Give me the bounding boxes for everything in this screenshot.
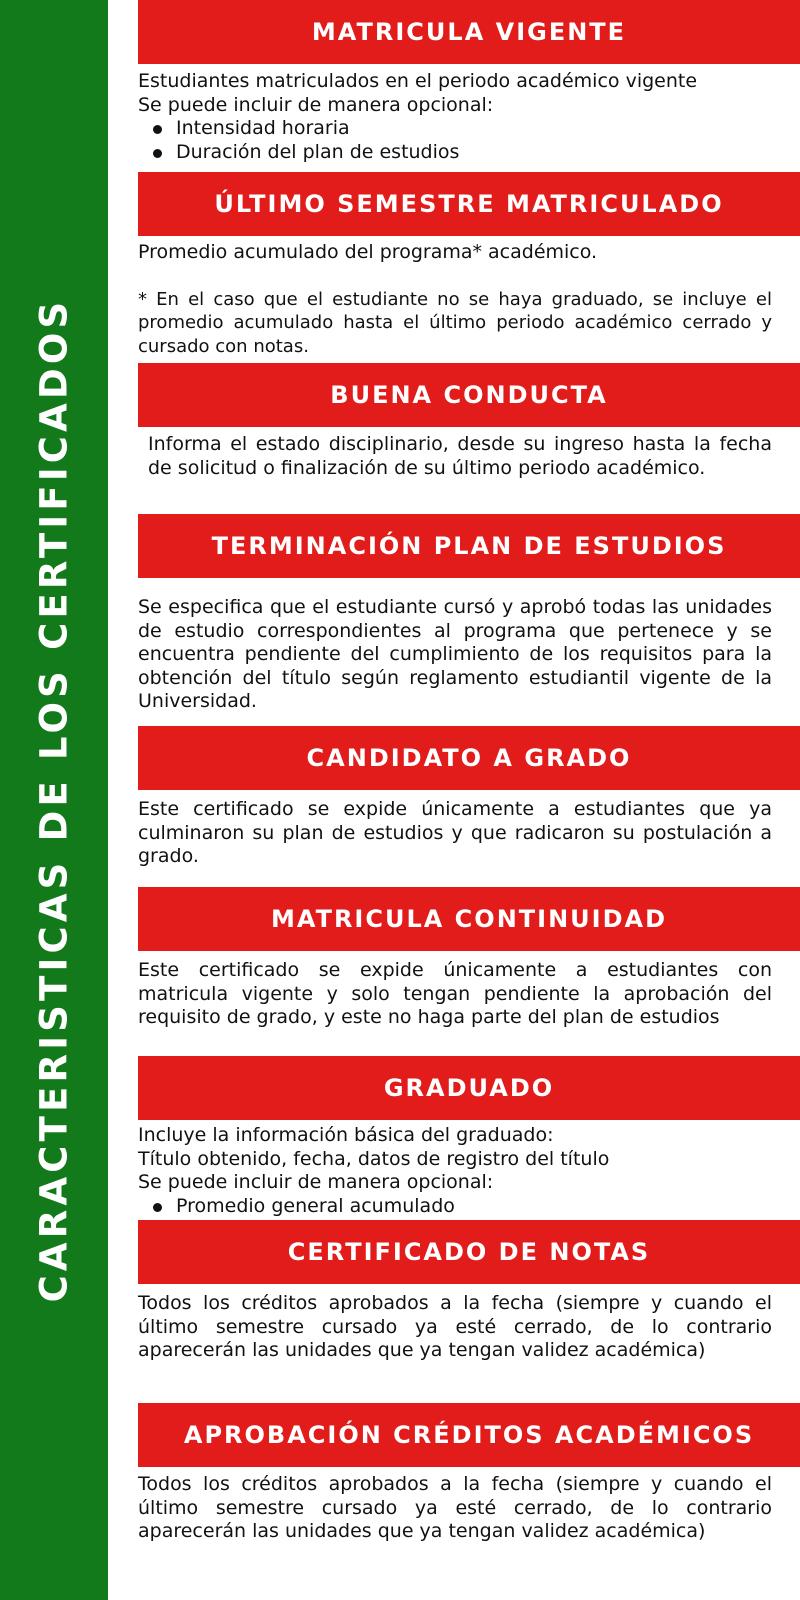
- section-body: [148, 433, 772, 480]
- section-body: [138, 70, 772, 164]
- sidebar-title: CARACTERISTICAS DE LOS CERTIFICADOS: [32, 297, 76, 1303]
- paragraph: Informa el estado disciplinario, desde su ingreso hasta la fecha de solicitud o finalización de su último periodo académico.: [148, 433, 772, 479]
- bullet-list: [138, 117, 772, 164]
- section-title: MATRICULA VIGENTE: [138, 0, 800, 64]
- section-title: BUENA CONDUCTA: [138, 363, 800, 427]
- section-title: GRADUADO: [138, 1056, 800, 1120]
- section-body: [138, 798, 772, 869]
- section-body: [138, 1124, 772, 1218]
- paragraph: Este certificado se expide únicamente a estudiantes con matricula vigente y solo tengan pendiente la aprobación del requisito de grado, y este no haga parte del plan de estudios: [138, 959, 772, 1028]
- section-title: APROBACIÓN CRÉDITOS ACADÉMICOS: [138, 1403, 800, 1467]
- text-line: Título obtenido, fecha, datos de registro del título: [138, 1147, 610, 1170]
- list-item: Intensidad horaria: [138, 117, 772, 141]
- section-body: [138, 1292, 772, 1363]
- section-body: [138, 959, 772, 1030]
- text-line: Incluye la información básica del graduado:: [138, 1124, 554, 1146]
- section-title: ÚLTIMO SEMESTRE MATRICULADO: [138, 172, 800, 236]
- text-line: Se puede incluir de manera opcional:: [138, 1171, 494, 1193]
- list-item: Promedio general acumulado: [138, 1195, 772, 1219]
- paragraph: Todos los créditos aprobados a la fecha (siempre y cuando el último semestre cursado ya esté cerrado, de lo contrario aparecerán las unidades que ya tengan validez académica): [138, 1292, 772, 1361]
- sidebar: [0, 0, 108, 1600]
- text-line: Se puede incluir de manera opcional:: [138, 93, 494, 116]
- section-title: CERTIFICADO DE NOTAS: [138, 1220, 800, 1284]
- bullet-list: [138, 1195, 772, 1219]
- paragraph: Este certificado se expide únicamente a estudiantes que ya culminaron su plan de estudios y que radicaron su postulación a grado.: [138, 798, 772, 867]
- section-body: [138, 596, 772, 714]
- paragraph: Todos los créditos aprobados a la fecha (siempre y cuando el último semestre cursado ya esté cerrado, de lo contrario aparecerán las unidades que ya tengan validez académica): [138, 1473, 772, 1542]
- section-title: CANDIDATO A GRADO: [138, 726, 800, 790]
- list-item: Duración del plan de estudios: [138, 141, 772, 165]
- text-line: Estudiantes matriculados en el periodo académico vigente: [138, 70, 698, 92]
- paragraph: Se especifica que el estudiante cursó y aprobó todas las unidades de estudio correspondientes al programa que pertenece y se encuentra pendiente del cumplimiento de los requisitos para la obtención del título según reglamento estudiantil vigente de la Universidad.: [138, 596, 772, 712]
- footnote: * En el caso que el estudiante no se haya graduado, se incluye el promedio acumulado hasta el último periodo académico cerrado y cursado con notas.: [138, 288, 772, 357]
- section-title: TERMINACIÓN PLAN DE ESTUDIOS: [138, 514, 800, 578]
- text-line: Promedio acumulado del programa* académico.: [138, 241, 598, 263]
- section-body: [138, 1473, 772, 1544]
- section-body: [138, 241, 772, 358]
- section-title: MATRICULA CONTINUIDAD: [138, 887, 800, 951]
